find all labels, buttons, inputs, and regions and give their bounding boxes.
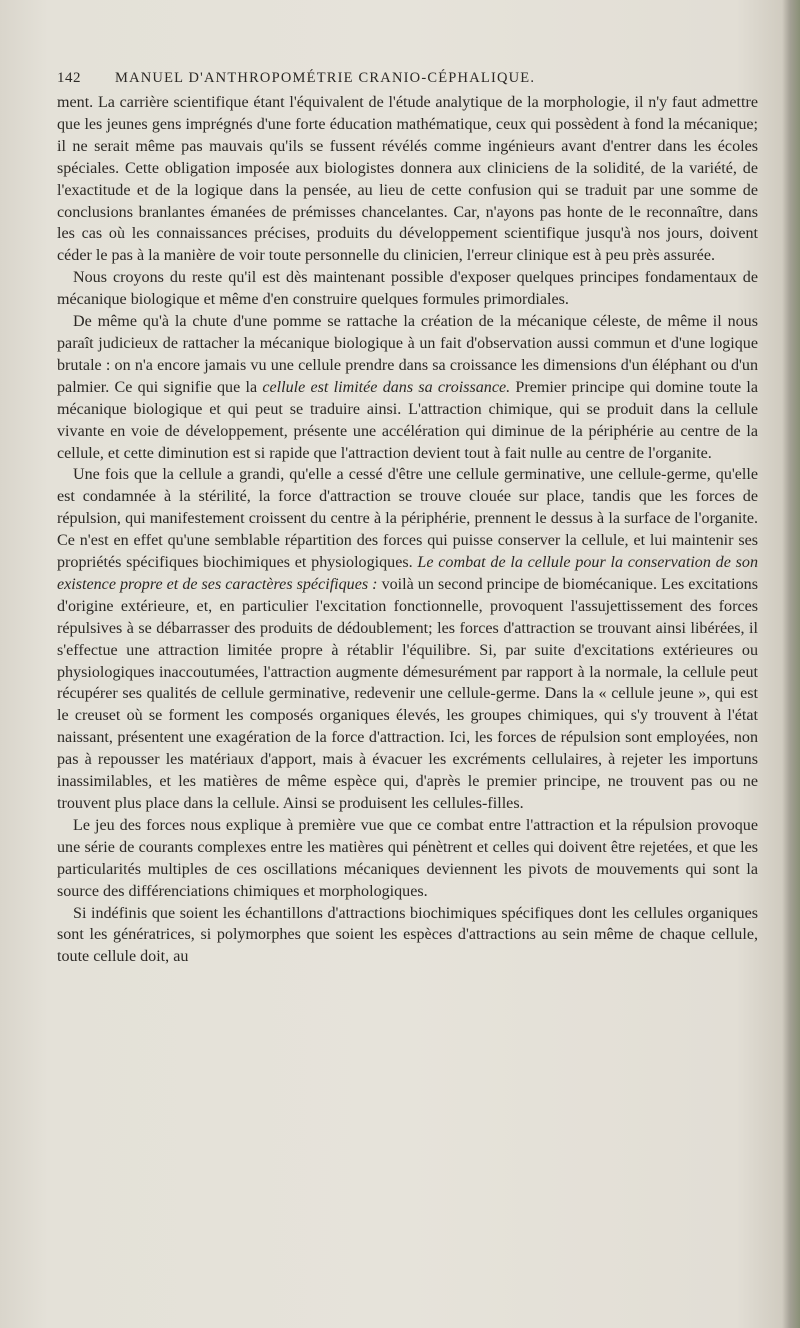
paragraph [57, 311, 758, 464]
paragraph [57, 267, 758, 311]
text-run: Le jeu des forces nous explique à première vue que ce combat entre l'attraction et la répulsion provoque une série de courants complexes entre les matières qui pénètrent et celles qui doivent être rejetées, et que les particularités multiples de ces oscillations mécaniques deviennent les pivots de mouvements qui sont la source des différenciations chimiques et morphologiques. [57, 816, 758, 900]
text-run: Nous croyons du reste qu'il est dès maintenant possible d'exposer quelques principes fondamentaux de mécanique biologique et même d'en construire quelques formules primordiales. [57, 269, 758, 309]
page-edge-shadow [782, 0, 800, 1328]
italic-text: cellule est limitée dans sa croissance. [262, 378, 511, 396]
paragraph [57, 92, 758, 267]
body-text [57, 92, 758, 968]
text-run: Si indéfinis que soient les échantillons d'attractions biochimiques spécifiques dont les cellules organiques sont les génératrices, si polymorphes que soient les espèces d'attractions au sein même de chaque cellule, toute cellule doit, au [57, 904, 758, 966]
text-run: voilà un second principe de biomécanique. Les excitations d'origine extérieure, et, en particulier l'excitation fonctionnelle, provoquent l'assujettissement des forces répulsives à se débarrasser des produits de dédoublement; les forces d'attraction se trouvant ainsi libérées, il s'effectue une attraction limitée propre à rétablir l'équilibre. Si, par suite d'excitations extérieures ou physiologiques inaccoutumées, l'attraction augmente démesurément par rapport à la normale, la cellule peut récupérer ses qualités de cellule germinative, redevenir une cellule-germe. Dans la « cellule jeune », qui est le creuset où se forment les composés organiques élevés, les groupes chimiques, qui s'y trouvent à l'état naissant, présentent une exagération de la force d'attraction. Ici, les forces de répulsion sont employées, non pas à repousser les matériaux d'apport, mais à évacuer les excréments cellulaires, à rejeter les importuns inassimilables, et les matières de même espèce qui, d'après le premier principe, ne trouvent pas ou ne trouvent plus place dans la cellule. Ainsi se produisent les cellules-filles. [57, 575, 758, 812]
running-title: MANUEL D'ANTHROPOMÉTRIE CRANIO-CÉPHALIQUE. [115, 70, 536, 86]
page-header [57, 70, 747, 92]
page-number: 142 [57, 70, 81, 86]
text-run: Une fois que la cellule a grandi, qu'elle a cessé d'être une cellule germinative, une cellule-germe, qu'elle est condamnée à la stérilité, la force d'attraction se trouve clouée sur place, tandis que les forces de répulsion, qui manifestement croissent du centre à la périphérie, prennent le dessus à la surface de l'organite. Ce n'est en effet qu'une semblable répartition des forces qui puisse conserver la cellule, et lui maintenir ses propriétés spécifiques biochimiques et physiologiques. [57, 466, 758, 572]
text-run: De même qu'à la chute d'une pomme se rattache la création de la mécanique céleste, de même il nous paraît judicieux de rattacher la mécanique biologique à un fait d'observation aussi commun et d'une logique brutale : on n'a encore jamais vu une cellule prendre dans sa croissance les dimensions d'un éléphant ou d'un palmier. Ce qui signifie que la [57, 313, 758, 396]
paragraph [57, 464, 758, 815]
text-run: ment. La carrière scientifique étant l'équivalent de l'étude analytique de la morphologie, il n'y faut admettre que les jeunes gens imprégnés d'une forte éducation mathématique, ceux qui possèdent à fond la mécanique; il ne serait même pas mauvais qu'ils se fussent révélés comme ingénieurs avant d'entrer dans les écoles spéciales. Cette obligation imposée aux biologistes donnera aux cliniciens de la solidité, de la variété, de l'exactitude et de la logique dans la pensée, au lieu de cette confusion qui se traduit par une somme de conclusions branlantes émanées de prémisses chancelantes. Car, n'ayons pas honte de le reconnaître, dans les cas où les connaissances précises, produits du développement scientifique jusqu'à nos jours, doivent céder le pas à la manière de voir toute personnelle du clinicien, l'erreur clinique est à peu près assurée. [57, 94, 758, 265]
italic-text: Le combat de la cellule pour la conservation de son existence propre et de ses caractères spécifiques : [57, 554, 758, 593]
text-run: Premier principe qui domine toute la mécanique biologique et qui peut se traduire ainsi. L'attraction chimique, qui se produit dans la cellule vivante en voie de développement, présente une accélération qui diminue de la périphérie au centre de la cellule, et cette diminution est si rapide que l'attraction devient tout à fait nulle au centre de l'organite. [57, 378, 758, 462]
paragraph [57, 903, 758, 969]
paragraph [57, 815, 758, 903]
